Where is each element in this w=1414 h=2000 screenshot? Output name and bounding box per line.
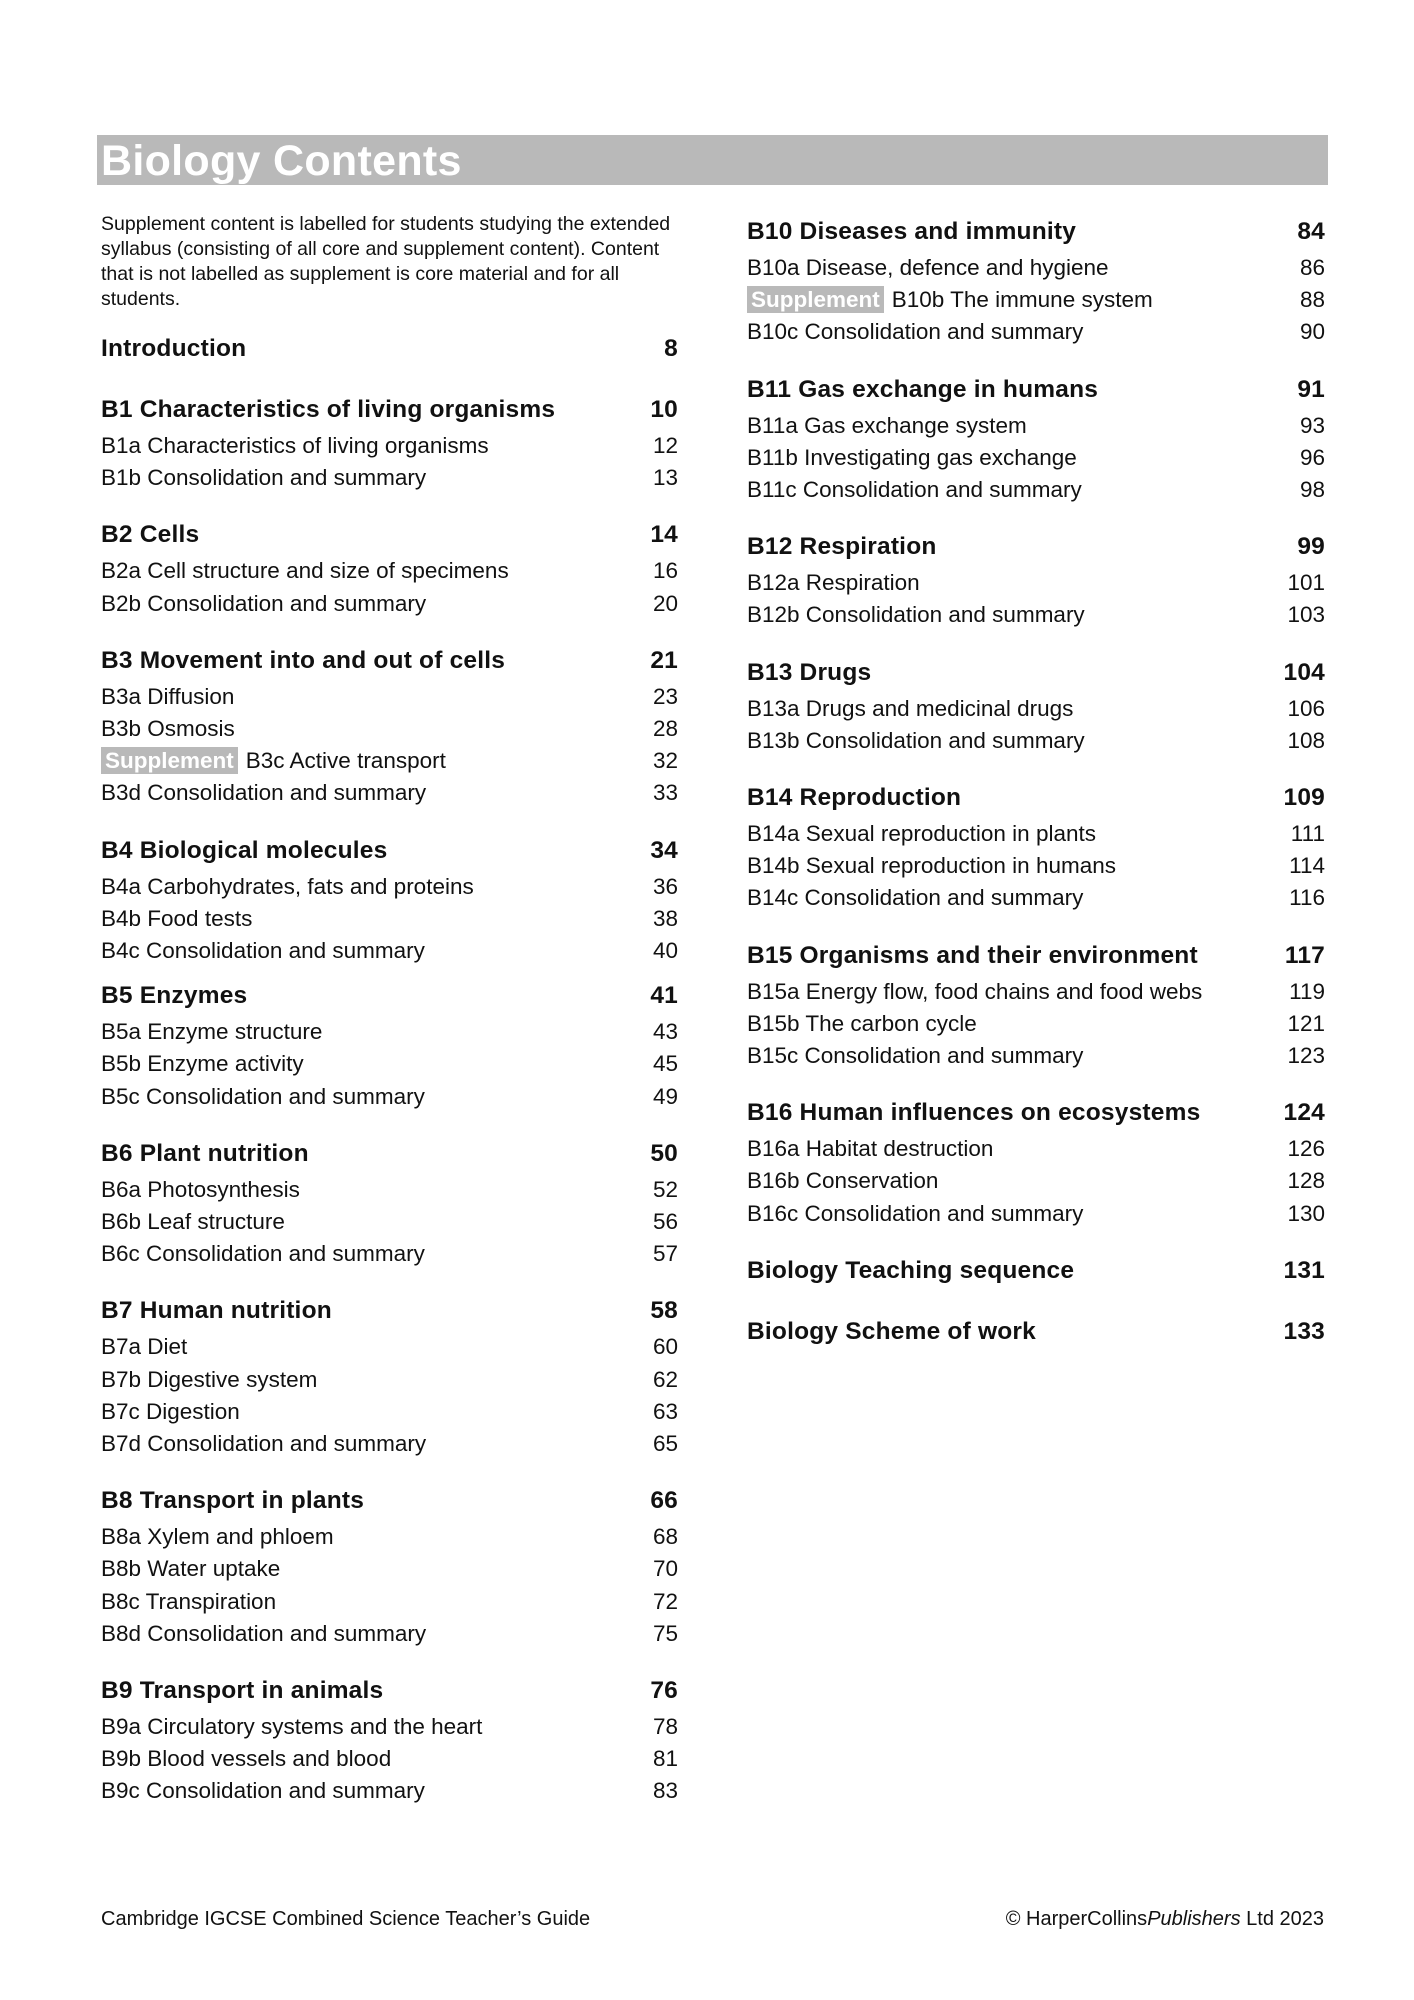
section-title: B5 Enzymes <box>101 982 248 1010</box>
item-page-number: 75 <box>652 1620 678 1646</box>
contents-section <box>101 515 678 619</box>
item-label-wrap <box>101 1048 304 1080</box>
item-title: B13b Consolidation and summary <box>747 727 1085 753</box>
item-title: B5b Enzyme activity <box>101 1051 304 1077</box>
item-title: B5c Consolidation and summary <box>101 1083 425 1109</box>
contents-item[interactable] <box>747 976 1325 1008</box>
item-title: B4a Carbohydrates, fats and proteins <box>101 873 474 899</box>
item-page-number: 86 <box>1299 255 1325 280</box>
section-heading[interactable] <box>747 1251 1325 1291</box>
item-label-wrap <box>101 681 234 713</box>
contents-item[interactable] <box>101 462 678 494</box>
item-label-wrap <box>101 1553 280 1585</box>
contents-item[interactable] <box>101 777 678 809</box>
item-page-number: 96 <box>1299 444 1325 470</box>
item-page-number: 119 <box>1289 978 1325 1004</box>
section-title: B11 Gas exchange in humans <box>747 375 1099 403</box>
item-page-number: 83 <box>652 1778 678 1804</box>
item-label-wrap <box>101 1618 426 1650</box>
section-heading[interactable] <box>101 831 678 871</box>
contents-item[interactable] <box>101 1711 678 1743</box>
section-title: B8 Transport in plants <box>101 1487 365 1515</box>
item-page-number: 70 <box>652 1556 678 1582</box>
intro-text: Supplement content is labelled for students studying the extended syllabus (consisting of all core and supplement content). Content that is not labelled as supplement is core material and for all students. <box>101 213 671 310</box>
section-title: B15 Organisms and their environment <box>747 941 1198 969</box>
page-title: Biology Contents <box>101 137 462 185</box>
section-heading[interactable] <box>101 1134 678 1174</box>
section-title: B14 Reproduction <box>747 784 962 812</box>
item-label-wrap <box>747 1008 977 1040</box>
section-title: B2 Cells <box>101 521 200 549</box>
item-label-wrap <box>101 745 446 777</box>
item-title: B8b Water uptake <box>101 1556 281 1582</box>
section-heading[interactable] <box>747 1312 1325 1352</box>
item-label-wrap <box>101 935 425 967</box>
supplement-badge: Supplement <box>101 747 238 774</box>
section-page-number: 104 <box>1283 658 1325 686</box>
item-title: B10c Consolidation and summary <box>747 319 1084 345</box>
section-heading[interactable] <box>747 778 1325 818</box>
contents-item[interactable] <box>101 1553 678 1585</box>
footer-copyright-prefix: © HarperCollins <box>1005 1908 1148 1930</box>
item-label-wrap <box>747 693 1073 725</box>
item-title: B11a Gas exchange system <box>747 412 1027 438</box>
item-title: B7c Digestion <box>101 1398 240 1424</box>
item-title: B13a Drugs and medicinal drugs <box>747 695 1074 721</box>
item-page-number: 63 <box>652 1398 678 1424</box>
item-title: B3a Diffusion <box>101 683 235 709</box>
contents-section <box>747 370 1325 507</box>
item-page-number: 65 <box>652 1431 678 1457</box>
item-page-number: 60 <box>652 1334 678 1360</box>
contents-section <box>101 1481 678 1650</box>
item-title: B15a Energy flow, food chains and food webs <box>747 978 1203 1004</box>
section-page-number: 41 <box>650 982 678 1010</box>
section-title: B10 Diseases and immunity <box>747 218 1077 245</box>
item-label-wrap <box>101 588 426 620</box>
section-page-number: 14 <box>650 521 678 549</box>
item-title: B9a Circulatory systems and the heart <box>101 1714 483 1740</box>
item-title: B12a Respiration <box>747 570 920 596</box>
item-label-wrap <box>747 1040 1083 1072</box>
contents-item[interactable] <box>747 1198 1325 1230</box>
item-title: B7b Digestive system <box>101 1366 318 1392</box>
item-label-wrap <box>747 284 1153 316</box>
item-title: B1a Characteristics of living organisms <box>101 433 489 458</box>
item-label-wrap <box>101 777 426 809</box>
item-label-wrap <box>747 1165 938 1197</box>
section-title: B7 Human nutrition <box>101 1297 332 1325</box>
item-page-number: 90 <box>1299 319 1325 345</box>
footer-copyright <box>1006 1906 1324 1932</box>
contents-item[interactable] <box>101 1428 678 1460</box>
item-title: B14b Sexual reproduction in humans <box>747 853 1116 879</box>
item-title: B7d Consolidation and summary <box>101 1431 427 1457</box>
item-page-number: 52 <box>652 1176 678 1202</box>
contents-section <box>101 976 678 1113</box>
item-label-wrap <box>747 316 1083 348</box>
section-page-number: 117 <box>1284 941 1325 969</box>
contents-item[interactable] <box>101 1331 678 1363</box>
item-page-number: 78 <box>652 1714 678 1740</box>
contents-section <box>747 778 1325 915</box>
section-heading[interactable] <box>747 370 1325 410</box>
section-page-number: 34 <box>650 836 678 864</box>
item-title: B8c Transpiration <box>101 1588 277 1614</box>
item-label-wrap <box>747 442 1077 474</box>
item-page-number: 68 <box>652 1524 678 1550</box>
item-page-number: 33 <box>652 780 678 806</box>
item-label-wrap <box>747 976 1202 1008</box>
contents-list-left <box>101 329 678 1808</box>
item-label-wrap <box>747 882 1083 914</box>
contents-item[interactable] <box>747 599 1325 631</box>
item-label-wrap <box>101 871 474 903</box>
item-page-number: 38 <box>652 905 678 931</box>
section-title: Introduction <box>101 335 247 362</box>
contents-section <box>101 831 678 968</box>
section-page-number: 109 <box>1283 784 1325 812</box>
item-page-number: 45 <box>652 1051 678 1077</box>
item-page-number: 36 <box>652 873 678 899</box>
section-page-number: 10 <box>650 396 678 423</box>
item-label-wrap <box>101 1081 425 1113</box>
item-label-wrap <box>101 1206 285 1238</box>
item-label-wrap <box>101 430 489 462</box>
contents-item[interactable] <box>747 1165 1325 1197</box>
contents-column-left <box>101 212 678 1829</box>
contents-item[interactable] <box>747 284 1325 316</box>
item-label-wrap <box>101 462 426 494</box>
item-page-number: 56 <box>652 1209 678 1235</box>
item-title: B2a Cell structure and size of specimens <box>101 558 509 584</box>
section-heading[interactable] <box>747 936 1325 976</box>
contents-section <box>101 329 678 369</box>
section-page-number: 133 <box>1283 1317 1325 1345</box>
item-label-wrap <box>101 1238 425 1270</box>
item-label-wrap <box>101 1586 276 1618</box>
item-page-number: 101 <box>1287 570 1325 596</box>
contents-item[interactable] <box>101 871 678 903</box>
item-page-number: 57 <box>652 1241 678 1267</box>
contents-item[interactable] <box>101 1618 678 1650</box>
section-heading[interactable] <box>101 641 678 681</box>
item-label-wrap <box>101 555 509 587</box>
section-page-number: 124 <box>1283 1099 1325 1127</box>
item-label-wrap <box>747 850 1116 882</box>
item-page-number: 108 <box>1287 727 1325 753</box>
item-page-number: 88 <box>1299 287 1325 313</box>
item-page-number: 106 <box>1287 695 1325 721</box>
item-label-wrap <box>747 1198 1083 1230</box>
contents-section <box>747 212 1325 349</box>
footer-copyright-suffix: Ltd 2023 <box>1240 1908 1324 1930</box>
item-title: B10a Disease, defence and hygiene <box>747 255 1109 280</box>
item-label-wrap <box>101 1775 425 1807</box>
contents-item[interactable] <box>747 1133 1325 1165</box>
section-page-number: 99 <box>1297 533 1325 561</box>
item-label-wrap <box>101 1428 426 1460</box>
item-title: B6c Consolidation and summary <box>101 1241 425 1267</box>
item-page-number: 121 <box>1287 1010 1325 1036</box>
contents-item[interactable] <box>101 1586 678 1618</box>
contents-item[interactable] <box>101 430 678 462</box>
section-title: Biology Teaching sequence <box>747 1256 1075 1284</box>
contents-section <box>101 1134 678 1271</box>
contents-section <box>747 653 1325 757</box>
section-heading[interactable] <box>101 1671 678 1711</box>
contents-item[interactable] <box>747 474 1325 506</box>
section-page-number: 84 <box>1297 218 1325 245</box>
contents-item[interactable] <box>747 316 1325 348</box>
item-page-number: 126 <box>1287 1136 1325 1162</box>
item-page-number: 98 <box>1299 477 1325 503</box>
item-title: B14a Sexual reproduction in plants <box>747 821 1096 847</box>
contents-item[interactable] <box>747 567 1325 599</box>
contents-item[interactable] <box>747 410 1325 442</box>
item-title: B11b Investigating gas exchange <box>747 444 1077 470</box>
contents-item[interactable] <box>101 745 678 777</box>
item-title: B4c Consolidation and summary <box>101 938 425 964</box>
item-title: B12b Consolidation and summary <box>747 602 1085 628</box>
item-title: B7a Diet <box>101 1334 188 1360</box>
item-label-wrap <box>747 599 1085 631</box>
item-title: B6a Photosynthesis <box>101 1176 300 1202</box>
item-page-number: 93 <box>1299 412 1325 438</box>
item-title: B11c Consolidation and summary <box>747 477 1082 503</box>
item-title: B15c Consolidation and summary <box>747 1043 1084 1069</box>
item-page-number: 114 <box>1289 853 1325 879</box>
item-title: B3d Consolidation and summary <box>101 780 427 806</box>
item-label-wrap <box>747 474 1082 506</box>
section-title: B1 Characteristics of living organisms <box>101 396 556 423</box>
item-page-number: 103 <box>1287 602 1325 628</box>
item-page-number: 128 <box>1287 1168 1325 1194</box>
contents-section <box>747 1251 1325 1291</box>
item-page-number: 81 <box>652 1746 678 1772</box>
contents-list-right <box>747 212 1325 1352</box>
section-title: B9 Transport in animals <box>101 1677 384 1705</box>
contents-item[interactable] <box>101 588 678 620</box>
contents-item[interactable] <box>747 1008 1325 1040</box>
contents-section <box>747 1093 1325 1230</box>
contents-item[interactable] <box>101 1016 678 1048</box>
contents-column-right <box>747 212 1325 1373</box>
item-label-wrap <box>101 1364 317 1396</box>
item-page-number: 116 <box>1289 885 1325 911</box>
item-page-number: 16 <box>652 558 678 584</box>
contents-item[interactable] <box>101 1521 678 1553</box>
section-heading[interactable] <box>747 212 1325 252</box>
contents-item[interactable] <box>747 882 1325 914</box>
section-page-number: 8 <box>664 335 678 362</box>
section-title: B4 Biological molecules <box>101 836 388 864</box>
contents-section <box>101 1671 678 1808</box>
item-title: B9c Consolidation and summary <box>101 1778 425 1804</box>
item-label-wrap <box>101 903 252 935</box>
item-title: B4b Food tests <box>101 905 253 931</box>
item-page-number: 13 <box>652 465 678 491</box>
section-title: B16 Human influences on ecosystems <box>747 1099 1201 1127</box>
contents-item[interactable] <box>101 935 678 967</box>
contents-item[interactable] <box>747 850 1325 882</box>
contents-item[interactable] <box>747 818 1325 850</box>
item-page-number: 43 <box>652 1019 678 1045</box>
footer-title: Cambridge IGCSE Combined Science Teacher’s Guide <box>101 1908 591 1930</box>
item-title: B16a Habitat destruction <box>747 1136 994 1162</box>
section-heading[interactable] <box>101 976 678 1016</box>
contents-item[interactable] <box>101 1238 678 1270</box>
item-page-number: 20 <box>652 590 678 616</box>
contents-section <box>747 1312 1325 1352</box>
section-page-number: 50 <box>650 1139 678 1167</box>
item-label-wrap <box>747 1133 993 1165</box>
item-label-wrap <box>747 567 920 599</box>
section-heading[interactable] <box>101 390 678 430</box>
contents-item[interactable] <box>101 681 678 713</box>
section-heading[interactable] <box>101 1481 678 1521</box>
item-title: B16c Consolidation and summary <box>747 1200 1084 1226</box>
item-title: B1b Consolidation and summary <box>101 465 427 491</box>
section-title: B12 Respiration <box>747 533 937 561</box>
item-label-wrap <box>101 1396 240 1428</box>
section-heading[interactable] <box>747 653 1325 693</box>
item-label-wrap <box>101 1743 391 1775</box>
item-page-number: 32 <box>652 748 678 774</box>
section-heading[interactable] <box>747 527 1325 567</box>
contents-item[interactable] <box>747 442 1325 474</box>
footer-copyright-italic: Publishers <box>1147 1908 1241 1930</box>
contents-section <box>101 390 678 494</box>
contents-item[interactable] <box>101 903 678 935</box>
section-title: B6 Plant nutrition <box>101 1139 309 1167</box>
item-label-wrap <box>101 1331 187 1363</box>
item-title: B3b Osmosis <box>101 716 235 742</box>
item-page-number: 130 <box>1287 1200 1325 1226</box>
section-page-number: 131 <box>1283 1256 1325 1284</box>
item-page-number: 49 <box>652 1083 678 1109</box>
contents-item[interactable] <box>101 1364 678 1396</box>
item-page-number: 111 <box>1290 821 1325 847</box>
section-page-number: 58 <box>650 1297 678 1325</box>
contents-section <box>101 641 678 810</box>
contents-item[interactable] <box>101 1396 678 1428</box>
contents-item[interactable] <box>747 693 1325 725</box>
item-title: B8a Xylem and phloem <box>101 1524 334 1550</box>
item-page-number: 62 <box>652 1366 678 1392</box>
contents-item[interactable] <box>101 1743 678 1775</box>
item-page-number: 12 <box>652 433 678 458</box>
section-page-number: 21 <box>650 646 678 674</box>
section-title: B3 Movement into and out of cells <box>101 646 506 674</box>
section-page-number: 76 <box>650 1677 678 1705</box>
item-title: B6b Leaf structure <box>101 1209 285 1235</box>
contents-item[interactable] <box>747 725 1325 757</box>
item-label-wrap <box>747 818 1096 850</box>
item-label-wrap <box>101 1016 322 1048</box>
supplement-badge: Supplement <box>747 286 884 313</box>
item-page-number: 123 <box>1287 1043 1325 1069</box>
item-label-wrap <box>101 1711 482 1743</box>
item-label-wrap <box>747 252 1109 284</box>
item-title: B9b Blood vessels and blood <box>101 1746 392 1772</box>
section-page-number: 91 <box>1297 375 1325 403</box>
contents-section <box>747 527 1325 631</box>
section-heading[interactable] <box>101 329 678 369</box>
contents-item[interactable] <box>101 1775 678 1807</box>
item-title: B2b Consolidation and summary <box>101 590 427 616</box>
item-page-number: 28 <box>652 716 678 742</box>
item-label-wrap <box>747 410 1027 442</box>
item-page-number: 72 <box>652 1588 678 1614</box>
item-title: B3c Active transport <box>245 748 446 774</box>
contents-item[interactable] <box>101 1206 678 1238</box>
section-page-number: 66 <box>650 1487 678 1515</box>
contents-section <box>101 1291 678 1460</box>
contents-item[interactable] <box>101 1081 678 1113</box>
section-heading[interactable] <box>101 1291 678 1331</box>
contents-section <box>747 936 1325 1073</box>
item-label-wrap <box>101 713 235 745</box>
item-title: B14c Consolidation and summary <box>747 885 1084 911</box>
section-title: Biology Scheme of work <box>747 1317 1036 1345</box>
section-heading[interactable] <box>101 515 678 555</box>
item-title: B16b Conservation <box>747 1168 939 1194</box>
item-label-wrap <box>101 1521 334 1553</box>
contents-item[interactable] <box>747 252 1325 284</box>
item-title: B5a Enzyme structure <box>101 1019 323 1045</box>
item-title: B15b The carbon cycle <box>747 1010 977 1036</box>
section-title: B13 Drugs <box>747 658 872 686</box>
contents-item[interactable] <box>747 1040 1325 1072</box>
contents-item[interactable] <box>101 1174 678 1206</box>
title-bar <box>97 135 1328 185</box>
contents-item[interactable] <box>101 1048 678 1080</box>
item-label-wrap <box>101 1174 300 1206</box>
contents-item[interactable] <box>101 555 678 587</box>
item-label-wrap <box>747 725 1085 757</box>
item-page-number: 40 <box>652 938 678 964</box>
section-heading[interactable] <box>747 1093 1325 1133</box>
contents-item[interactable] <box>101 713 678 745</box>
item-page-number: 23 <box>652 683 678 709</box>
item-title: B10b The immune system <box>891 287 1153 313</box>
item-title: B8d Consolidation and summary <box>101 1620 427 1646</box>
